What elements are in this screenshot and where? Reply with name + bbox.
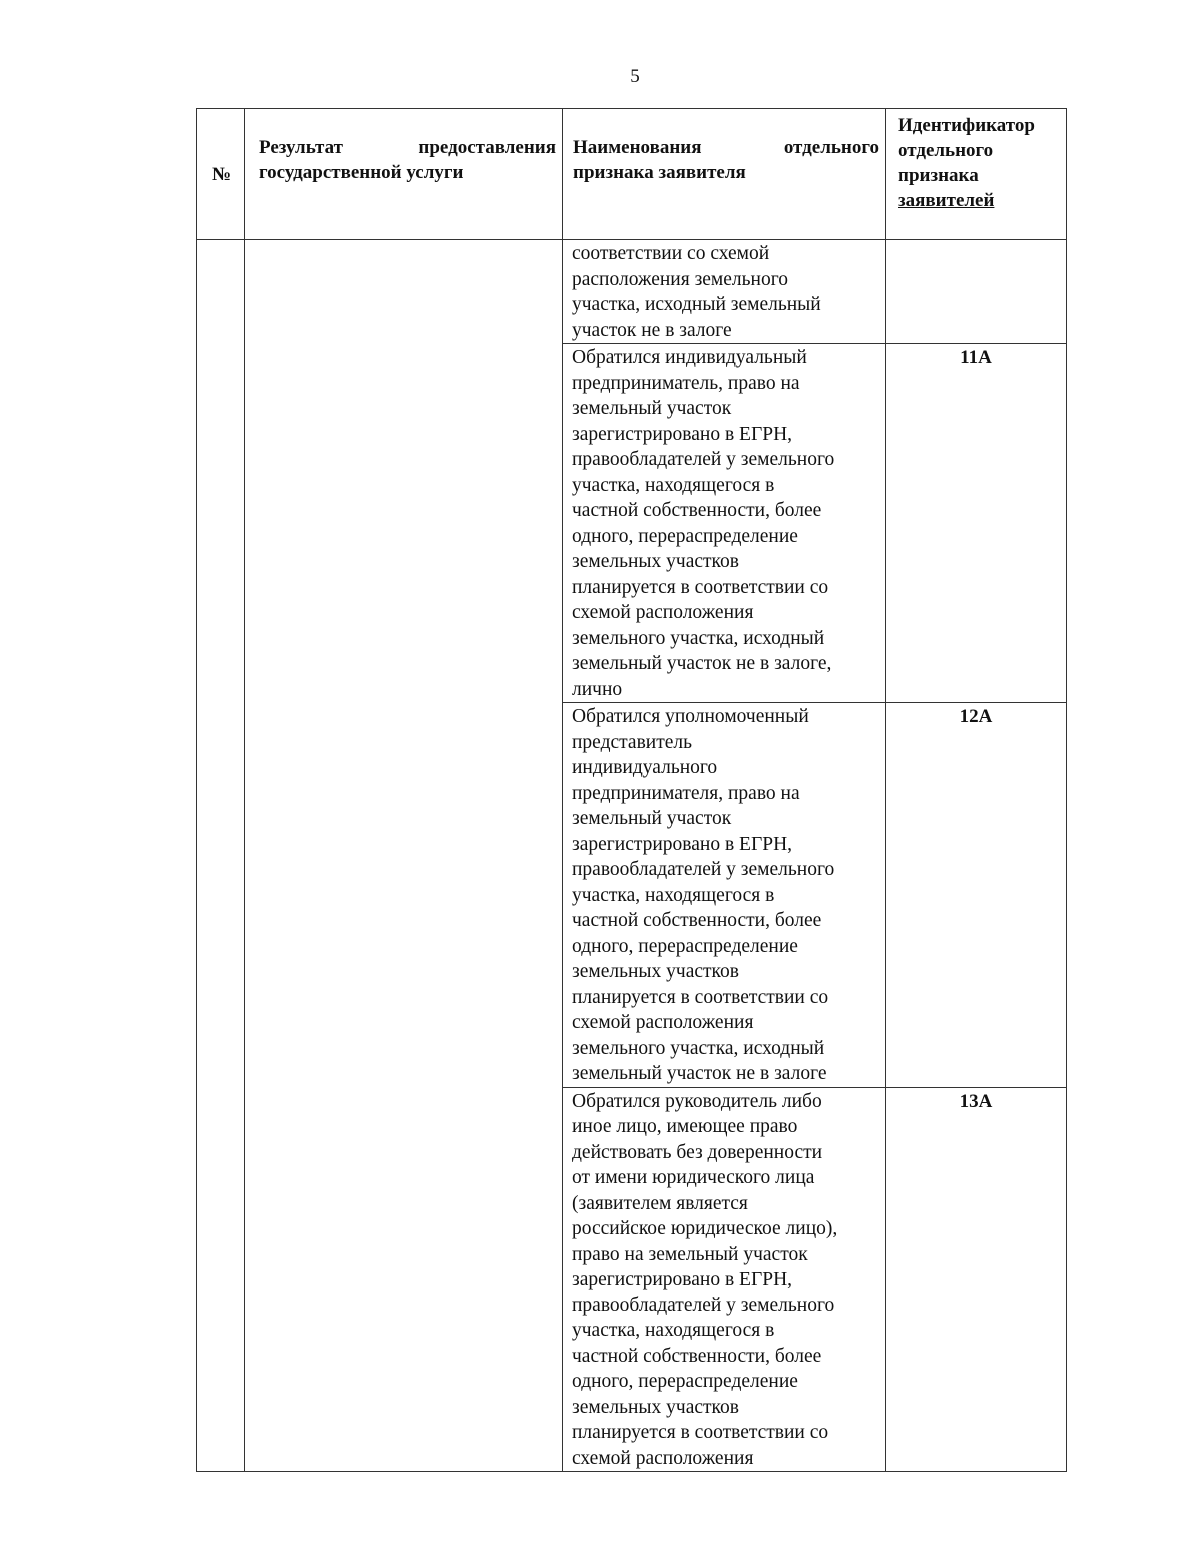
- feature-id-cell: [886, 240, 1067, 344]
- header-feature-name: Наименования отдельного признака заявителя: [563, 109, 886, 240]
- table-header-row: [197, 109, 1067, 240]
- header-feature-identifier: Идентификатор отдельного признака заявителей: [886, 109, 1067, 240]
- feature-id-cell: 13А: [886, 1087, 1067, 1472]
- feature-name-cell: Обратился индивидуальный предприниматель, право на земельный участок зарегистрировано в ЕГРН, правообладателей у земельного участка, находящегося в частной собственности, более одного, перераспределение земельных участков планируется в соответствии со схемой расположения земельного участка, исходный земельный участок не в залоге, лично: [563, 344, 886, 703]
- table-row: [197, 240, 1067, 344]
- feature-name-cell: соответствии со схемой расположения земельного участка, исходный земельный участок не в залоге: [563, 240, 886, 344]
- header-number: №: [197, 109, 245, 240]
- feature-name-cell: Обратился руководитель либо иное лицо, имеющее право действовать без доверенности от имени юридического лица (заявителем является российское юридическое лицо), право на земельный участок зарегистрировано в ЕГРН, правообладателей у земельного участка, находящегося в частной собственности, более одного, перераспределение земельных участков планируется в соответствии со схемой расположения: [563, 1087, 886, 1472]
- header-service-result: Результат предоставления государственной услуги: [245, 109, 563, 240]
- feature-id-cell: 11А: [886, 344, 1067, 703]
- applicant-features-table: [196, 108, 1067, 1472]
- feature-id-cell: 12А: [886, 703, 1067, 1088]
- service-result-cell: [245, 240, 563, 1472]
- page-number: 5: [630, 66, 640, 87]
- feature-name-cell: Обратился уполномоченный представитель индивидуального предпринимателя, право на земельный участок зарегистрировано в ЕГРН, правообладателей у земельного участка, находящегося в частной собственности, более одного, перераспределение земельных участков планируется в соответствии со схемой расположения земельного участка, исходный земельный участок не в залоге: [563, 703, 886, 1088]
- number-cell: [197, 240, 245, 1472]
